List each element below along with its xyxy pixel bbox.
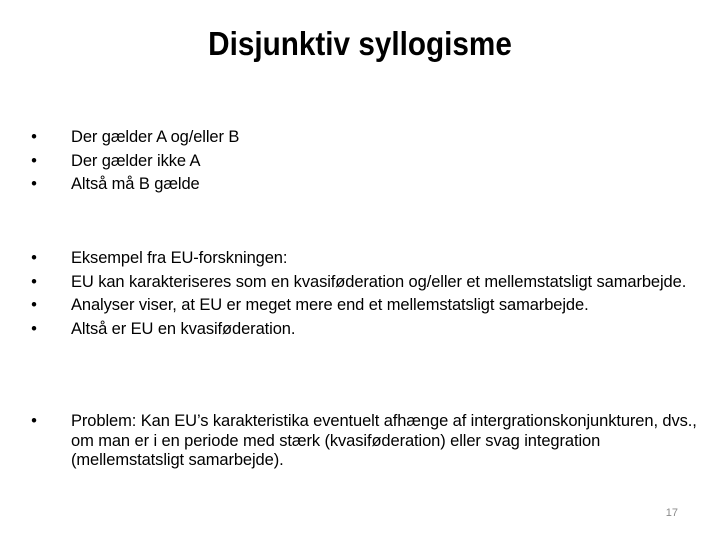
- bullet-icon: •: [31, 128, 37, 146]
- list-item: [28, 175, 698, 195]
- slide-title: Disjunktiv syllogisme: [208, 25, 512, 62]
- list-item: [28, 152, 698, 172]
- list-item: [28, 296, 698, 316]
- bullet-list-example: [28, 249, 698, 343]
- list-item-text: Analyser viser, at EU er meget mere end et mellemstatsligt samarbejde.: [71, 296, 589, 314]
- list-item: [28, 320, 698, 340]
- page-number: 17: [665, 507, 678, 519]
- bullet-list-problem: [28, 412, 698, 471]
- bullet-icon: •: [31, 249, 37, 267]
- bullet-list-syllogism: [28, 128, 698, 199]
- list-item-text: Der gælder A og/eller B: [71, 128, 240, 146]
- list-item-text: Problem: Kan EU’s karakteristika eventuelt afhænge af intergrationskonjunkturen, dvs., om man er i en periode med stærk (kvasiføderation) eller svag integration (mellemstatsligt samarbejde).: [71, 412, 697, 469]
- list-item: [28, 412, 698, 471]
- bullet-icon: •: [31, 296, 37, 314]
- list-item-text: Altså er EU en kvasiføderation.: [71, 319, 296, 338]
- list-item: [28, 249, 698, 269]
- bullet-icon: •: [31, 175, 37, 193]
- list-item-text: Altså må B gælde: [71, 175, 200, 193]
- bullet-icon: •: [31, 412, 37, 430]
- bullet-icon: •: [31, 272, 37, 291]
- list-item-text: EU kan karakteriseres som en kvasiføderation og/eller et mellemstatsligt samarbejde.: [71, 272, 687, 291]
- list-item: [28, 273, 698, 293]
- bullet-icon: •: [31, 151, 37, 170]
- list-item: [28, 128, 698, 148]
- list-item-text: Eksempel fra EU-forskningen:: [71, 249, 288, 267]
- bullet-icon: •: [31, 319, 37, 338]
- list-item-text: Der gælder ikke A: [71, 151, 201, 170]
